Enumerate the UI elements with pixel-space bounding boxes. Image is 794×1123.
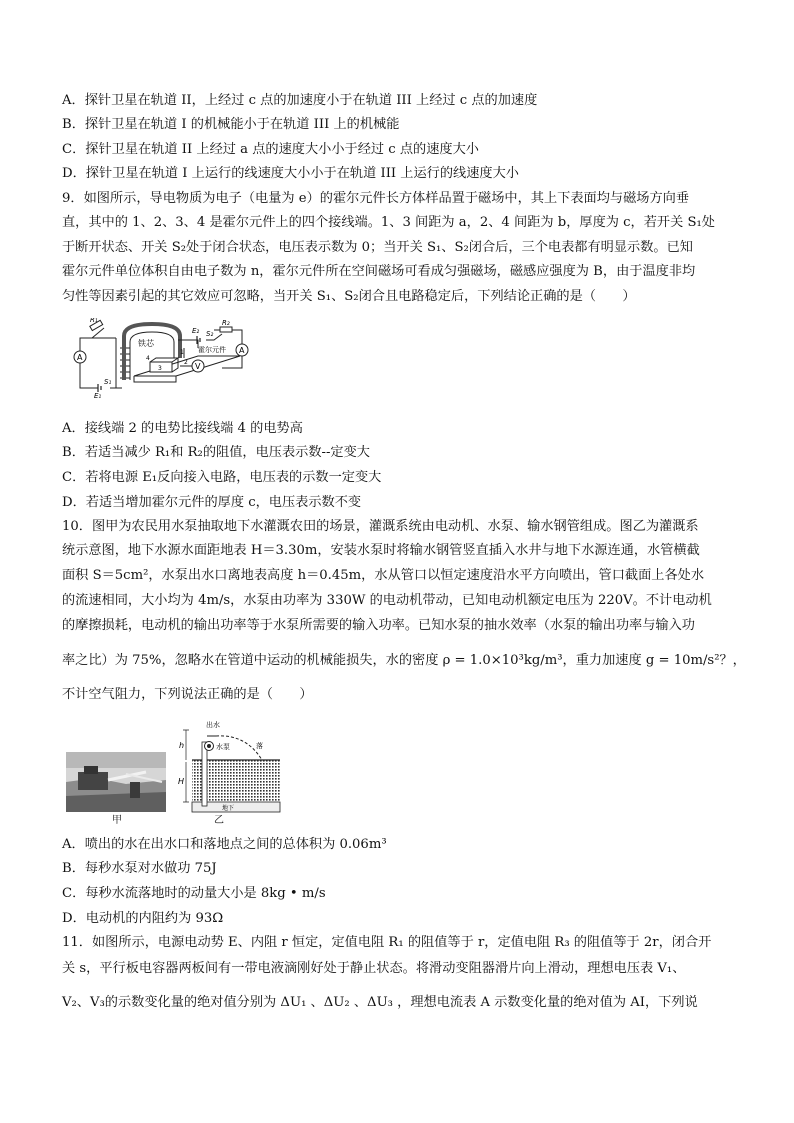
q8-option-d: D．探针卫星在轨道 I 上运行的线速度大小小于在轨道 III 上运行的线速度大小 (62, 166, 519, 181)
label-h: h (179, 741, 185, 750)
label-s2: S₂ (206, 330, 214, 338)
irrigation-schematic-figure (176, 718, 284, 816)
q11-stem-line-3: V₂、V₃的示数变化量的绝对值分别为 ΔU₁ 、ΔU₂ 、ΔU₃ ，理想电流表 A 示数变化量的绝对值为 AI，下列说 (62, 995, 698, 1010)
label-underground: 地下 (222, 805, 235, 812)
q10-stem-line-7: 不计空气阻力，下列说法正确的是（ ） (62, 687, 313, 702)
q11-stem-line-2: 关 s，平行板电容器两板间有一带电液滴刚好处于静止状态。将滑动变阻器滑片向上滑动，理想电压表 V₁、 (62, 961, 686, 976)
label-r2: R₂ (222, 319, 230, 327)
q10-option-a: A．喷出的水在出水口和落地点之间的总体积为 0.06m³ (62, 837, 387, 852)
label-terminal-4: 4 (146, 355, 150, 362)
label-terminal-3: 3 (158, 365, 162, 372)
figure-jia-caption: 甲 (112, 815, 122, 826)
q9-option-d: D．若适当增加霍尔元件的厚度 c，电压表示数不变 (62, 495, 362, 510)
label-e2: E₂ (192, 327, 200, 335)
q9-stem-line-1: 9．如图所示，导电物质为电子（电量为 e）的霍尔元件长方体样品置于磁场中，其上下表面均与磁场方向垂 (62, 191, 690, 206)
pump-photo-figure (66, 752, 166, 812)
q10-option-c: C．每秒水流落地时的动量大小是 8kg • m/s (62, 886, 326, 901)
q11-stem-line-1: 11．如图所示，电源电动势 E、内阻 r 恒定，定值电阻 R₁ 的阻值等于 r，定值电阻 R₃ 的阻值等于 2r，闭合开 (62, 935, 712, 950)
q9-stem-line-4: 霍尔元件单位体积自由电子数为 n，霍尔元件所在空间磁场可看成匀强磁场，磁感应强度为 B，由于温度非均 (62, 264, 696, 279)
q8-option-b: B．探针卫星在轨道 I 的机械能小于在轨道 III 上的机械能 (62, 117, 400, 132)
hall-element-circuit-figure (64, 318, 250, 398)
q8-option-c: C．探针卫星在轨道 II 上经过 a 点的速度大小小于经过 c 点的速度大小 (62, 142, 479, 157)
q9-option-b: B．若适当减少 R₁和 R₂的阻值，电压表示数--定变大 (62, 445, 370, 460)
q10-stem-line-3: 面积 S＝5cm²，水泵出水口离地表高度 h＝0.45m，水从管口以恒定速度沿水平方向喷出，管口截面上各处水 (62, 568, 705, 583)
label-hall-element: 霍尔元件 (198, 346, 226, 354)
q9-option-c: C．若将电源 E₁反向接入电路，电压表的示数一定变大 (62, 470, 382, 485)
label-terminal-1: 1 (180, 349, 184, 356)
q8-option-a: A．探针卫星在轨道 II，上经过 c 点的加速度小于在轨道 III 上经过 c 点的加速度 (62, 93, 538, 108)
label-voltmeter: V (195, 362, 201, 371)
label-r1: R₁ (90, 318, 98, 324)
q10-stem-line-5: 的摩擦损耗，电动机的输出功率等于水泵所需要的输入功率。已知水泵的抽水效率（水泵的输出功率与输入功 (62, 618, 695, 633)
q10-option-b: B．每秒水泵对水做功 75J (62, 861, 217, 876)
q10-option-d: D．电动机的内阻约为 93Ω (62, 911, 224, 926)
label-ammeter-right: A (239, 346, 245, 355)
label-H: H (178, 777, 185, 786)
label-ammeter-left: A (77, 353, 83, 362)
label-outlet: 出水 (206, 721, 220, 729)
q10-stem-line-2: 统示意图，地下水源水面距地表 H＝3.30m，安装水泵时将输水钢管竖直插入水井与地下水源连通，水管横截 (62, 543, 700, 558)
label-e1: E₁ (94, 392, 102, 398)
label-core: 铁芯 (138, 339, 154, 348)
q9-stem-line-5: 匀性等因素引起的其它效应可忽略，当开关 S₁、S₂闭合且电路稳定后，下列结论正确的是（ ） (62, 289, 636, 304)
q10-stem-line-4: 的流速相同，大小均为 4m/s，水泵由功率为 330W 的电动机带动，已知电动机额定电压为 220V。不计电动机 (62, 593, 712, 608)
q9-stem-line-2: 直，其中的 1、2、3、4 是霍尔元件上的四个接线端。1、3 间距为 a，2、4 间距为 b，厚度为 c，若开关 S₁处 (62, 215, 715, 230)
label-s1: S₁ (104, 378, 112, 386)
label-landing: 落 (256, 742, 263, 750)
label-terminal-2: 2 (184, 359, 188, 366)
q10-stem-line-6: 率之比）为 75%，忽略水在管道中运动的机械能损失，水的密度 ρ = 1.0×10³kg/m³，重力加速度 g = 10m/s²？， (62, 653, 746, 668)
q10-stem-line-1: 10．图甲为农民用水泵抽取地下水灌溉农田的场景，灌溉系统由电动机、水泵、输水钢管组成。图乙为灌溉系 (62, 519, 699, 534)
q9-option-a: A．接线端 2 的电势比接线端 4 的电势高 (62, 421, 303, 436)
figure-yi-caption: 乙 (214, 815, 224, 826)
label-pump: 水泵 (216, 743, 230, 751)
q9-stem-line-3: 于断开状态、开关 S₂处于闭合状态，电压表示数为 0；当开关 S₁、S₂闭合后，三个电表都有明显示数。已知 (62, 240, 693, 255)
